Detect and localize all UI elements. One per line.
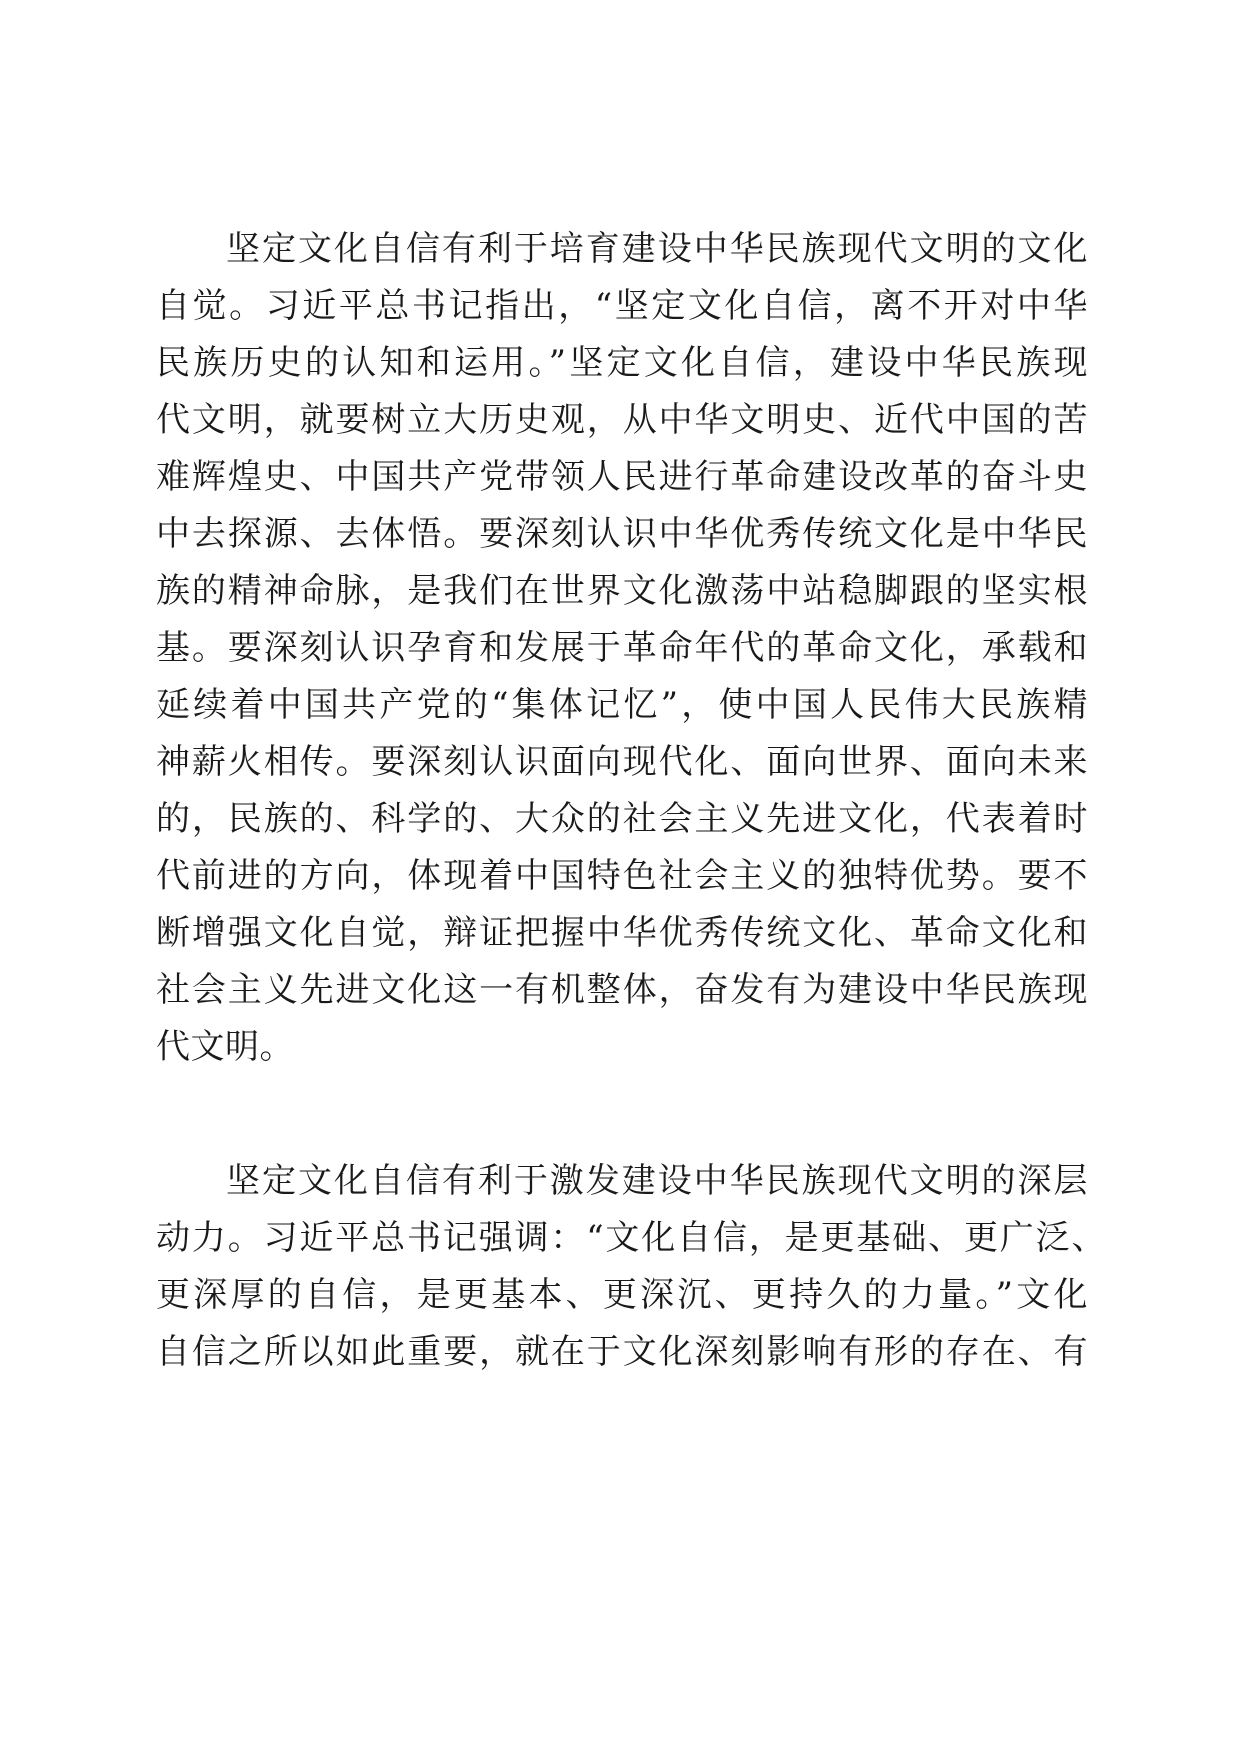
text-line: 坚定文化自信有利于培育建设中华民族现代文明的文化 xyxy=(226,229,1088,269)
text-line: 族的精神命脉，是我们在世界文化激荡中站稳脚跟的坚实根 xyxy=(156,571,1088,611)
text-line: 断增强文化自觉，辩证把握中华优秀传统文化、革命文化和 xyxy=(156,913,1088,953)
text-line: 自觉。习近平总书记指出，“坚定文化自信，离不开对中华 xyxy=(156,286,1088,326)
text-line: 代文明，就要树立大历史观，从中华文明史、近代中国的苦 xyxy=(156,400,1088,440)
text-line: 的，民族的、科学的、大众的社会主义先进文化，代表着时 xyxy=(156,799,1088,839)
text-line: 难辉煌史、中国共产党带领人民进行革命建设改革的奋斗史 xyxy=(156,457,1088,497)
text-line: 延续着中国共产党的“集体记忆”，使中国人民伟大民族精 xyxy=(156,685,1088,725)
text-line: 社会主义先进文化这一有机整体，奋发有为建设中华民族现 xyxy=(156,970,1088,1010)
text-line: 民族历史的认知和运用。”坚定文化自信，建设中华民族现 xyxy=(156,343,1088,383)
text-line: 中去探源、去体悟。要深刻认识中华优秀传统文化是中华民 xyxy=(156,514,1088,554)
text-line: 动力。习近平总书记强调：“文化自信，是更基础、更广泛、 xyxy=(156,1218,1106,1258)
text-line: 自信之所以如此重要，就在于文化深刻影响有形的存在、有 xyxy=(156,1332,1088,1372)
text-line: 更深厚的自信，是更基本、更深沉、更持久的力量。”文化 xyxy=(156,1275,1088,1315)
text-line: 基。要深刻认识孕育和发展于革命年代的革命文化，承载和 xyxy=(156,628,1088,668)
text-line: 坚定文化自信有利于激发建设中华民族现代文明的深层 xyxy=(226,1161,1088,1201)
text-line: 代文明。 xyxy=(156,1027,294,1067)
text-line: 代前进的方向，体现着中国特色社会主义的独特优势。要不 xyxy=(156,856,1088,896)
text-line: 神薪火相传。要深刻认识面向现代化、面向世界、面向未来 xyxy=(156,742,1088,782)
